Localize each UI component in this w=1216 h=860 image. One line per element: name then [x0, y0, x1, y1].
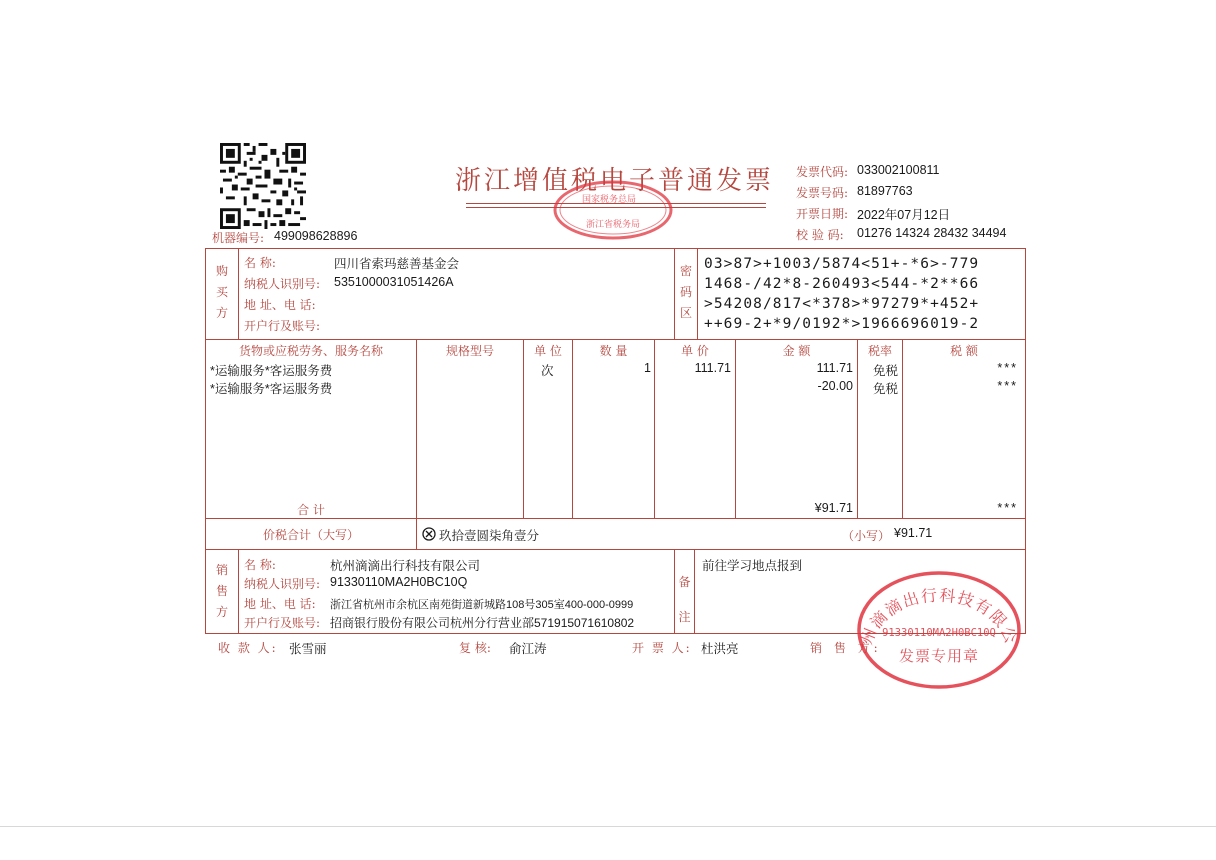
reviewer-label: 复 核: — [459, 641, 491, 655]
grand-total-label: 价税合计（大写） — [262, 528, 359, 542]
seal-caption: 发票专用章 — [898, 647, 980, 665]
cipher-label-divider — [697, 248, 698, 339]
seller-bank: 招商银行股份有限公司杭州分行营业部571915071610802 — [330, 616, 635, 630]
cipher-line-3: >54208/817<*378>*97279*+452+ — [704, 296, 980, 312]
buyer-side-label — [210, 261, 234, 324]
cipher-side-char-1: 密 — [679, 264, 692, 278]
cipher-line-1: 03>87>+1003/5874<51+-*6>-779 — [704, 256, 980, 272]
seller-side-divider — [238, 549, 239, 634]
buyer-tax-id: 5351000031051426A — [334, 275, 454, 289]
col-header-tax: 税 额 — [950, 344, 978, 358]
invoice-code: 033002100811 — [857, 163, 940, 177]
remarks-label-divider — [694, 549, 695, 634]
seller-name: 杭州滴滴出行科技有限公司 — [330, 559, 481, 573]
grand-total-small-label: （小写） — [842, 529, 891, 543]
remarks-side-label — [675, 562, 694, 632]
page-bottom-rule — [0, 826, 1216, 827]
item-tax: *** — [997, 379, 1018, 393]
col-header-name: 货物或应税劳务、服务名称 — [238, 344, 383, 358]
table-row — [206, 378, 1025, 397]
invoice-number-label: 发票号码: — [796, 186, 849, 200]
item-tax: *** — [997, 361, 1018, 375]
seller-side-label — [210, 560, 234, 623]
issuer-label: 开 票 人: — [632, 641, 692, 655]
machine-number: 499098628896 — [274, 229, 358, 243]
seal-tax-id: 91330110MA2H0BC10Q — [882, 627, 996, 639]
cipher-side-char-2: 码 — [679, 285, 692, 299]
payee-label: 收 款 人: — [218, 641, 278, 655]
seller-address-label: 地 址、电 话: — [244, 597, 316, 611]
cipher-side-label — [675, 261, 697, 324]
remarks-text: 前往学习地点报到 — [702, 559, 803, 573]
item-unit: 次 — [541, 364, 554, 378]
item-qty: 1 — [644, 361, 651, 375]
item-name: *运输服务*客运服务费 — [210, 382, 333, 396]
tax-bureau-stamp — [552, 179, 674, 241]
total-bottom-line — [205, 549, 1026, 550]
cipher-line-4: ++69-2+*9/0192*>1966696019-2 — [704, 316, 980, 332]
buyer-side-char-3: 方 — [215, 306, 228, 320]
seller-signature-label: 销 售 方: — [810, 641, 882, 655]
grand-total-small: ¥91.71 — [894, 526, 933, 540]
total-tax: *** — [997, 501, 1018, 515]
col-header-price: 单 价 — [681, 344, 709, 358]
items-bottom-line — [205, 518, 1026, 519]
issue-date: 2022年07月12日 — [857, 208, 951, 222]
item-rate: 免税 — [873, 364, 899, 378]
reviewer: 俞江涛 — [509, 642, 547, 656]
col-header-qty: 数 量 — [599, 344, 628, 358]
seal-company-text: 州滴滴出行科技有限公 — [856, 585, 1022, 648]
check-code-label: 校 验 码: — [796, 228, 844, 242]
buyer-name: 四川省索玛慈善基金会 — [334, 257, 460, 271]
cipher-side-char-3: 区 — [679, 306, 692, 320]
buyer-side-divider — [238, 248, 239, 339]
item-amount: -20.00 — [817, 379, 853, 393]
circled-x-icon — [422, 526, 436, 540]
table-row — [206, 360, 1025, 379]
item-amount: 111.71 — [816, 361, 853, 375]
total-label: 合 计 — [297, 503, 325, 517]
col-header-spec: 规格型号 — [445, 344, 494, 358]
seller-address: 浙江省杭州市余杭区南苑街道新城路108号305室400-000-0999 — [330, 599, 634, 611]
item-name: *运输服务*客运服务费 — [210, 364, 333, 378]
grand-total-words: 玖拾壹圆柒角壹分 — [439, 529, 540, 543]
seller-tax-label: 纳税人识别号: — [244, 577, 321, 591]
stamp-line-1: 国家税务总局 — [582, 195, 637, 205]
check-code: 01276 14324 28432 34494 — [857, 226, 1007, 240]
col-header-amount: 金 额 — [782, 344, 811, 358]
buyer-tax-label: 纳税人识别号: — [244, 277, 321, 291]
cipher-line-2: 1468-/42*8-260493<544-*2**66 — [704, 276, 980, 292]
item-price: 111.71 — [694, 361, 731, 375]
seller-side-char-1: 销 — [215, 563, 228, 577]
seller-side-char-2: 售 — [215, 584, 228, 598]
buyer-name-label: 名 称: — [244, 256, 276, 270]
buyer-bank-label: 开户行及账号: — [244, 319, 321, 333]
invoice-code-label: 发票代码: — [796, 165, 849, 179]
buyer-side-char-2: 买 — [215, 285, 228, 299]
buyer-address-label: 地 址、电 话: — [244, 298, 316, 312]
machine-number-label: 机器编号: — [212, 231, 265, 245]
issuer: 杜洪亮 — [701, 642, 739, 656]
seller-tax-id: 91330110MA2H0BC10Q — [330, 575, 468, 589]
col-header-rate: 税率 — [867, 344, 892, 358]
invoice-number: 81897763 — [857, 184, 913, 198]
col-header-unit: 单 位 — [534, 344, 562, 358]
invoice-title: 浙江增值税电子普通发票 — [455, 166, 775, 196]
seller-name-label: 名 称: — [244, 558, 276, 572]
issue-date-label: 开票日期: — [796, 207, 849, 221]
invoice-seal — [856, 570, 1022, 690]
remarks-side-char-2: 注 — [678, 610, 691, 624]
item-rate: 免税 — [873, 382, 899, 396]
seller-side-char-3: 方 — [215, 605, 228, 619]
grand-total-divider — [416, 518, 417, 549]
remarks-side-char-1: 备 — [678, 575, 691, 589]
qr-code — [220, 143, 306, 229]
total-amount: ¥91.71 — [814, 501, 853, 515]
buyer-side-char-1: 购 — [215, 264, 228, 278]
seller-bank-label: 开户行及账号: — [244, 616, 321, 630]
payee: 张雪丽 — [289, 642, 327, 656]
stamp-line-2: 浙江省税务局 — [586, 220, 641, 230]
